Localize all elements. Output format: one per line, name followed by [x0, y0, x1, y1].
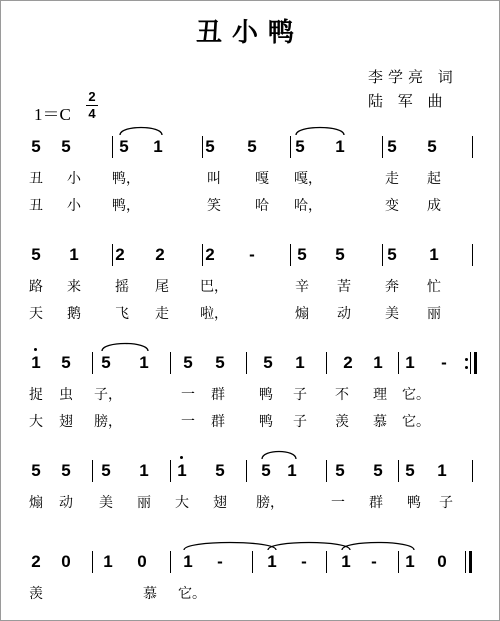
note: -: [371, 552, 377, 571]
note: 5: [335, 461, 345, 480]
lyric: 子: [293, 414, 307, 430]
lyric: 走: [155, 306, 169, 322]
lyric: 羡: [29, 586, 43, 602]
note: 5: [31, 137, 41, 156]
lyric: 群: [211, 414, 225, 430]
note: -: [249, 245, 255, 264]
note: 1: [139, 353, 149, 372]
note: 2: [115, 245, 125, 264]
note: 1: [287, 461, 297, 480]
slur-arc: [120, 128, 162, 136]
note: 1: [405, 353, 415, 372]
lyric: 小: [67, 171, 81, 187]
note: 5: [387, 137, 397, 156]
slur-arc: [296, 128, 344, 136]
lyric: 美: [385, 306, 399, 322]
key-signature: 1＝C: [34, 105, 71, 124]
lyric: 一: [181, 414, 195, 430]
lyric: 尾: [155, 279, 169, 295]
lyric: 走: [385, 171, 399, 187]
note: 5: [183, 353, 193, 372]
lyric: 小: [67, 198, 81, 214]
note: 2: [155, 245, 165, 264]
lyric: 嘎: [255, 171, 269, 187]
note: 2: [205, 245, 215, 264]
time-signature-top: 2: [88, 89, 96, 104]
note: 1: [437, 461, 447, 480]
lyric: 动: [59, 495, 73, 511]
lyric: 叫: [207, 171, 221, 187]
note: 5: [31, 461, 41, 480]
lyric: 鸭: [407, 495, 421, 511]
lyric: 来: [67, 279, 81, 295]
lyric: 起: [427, 171, 441, 187]
lyric: 群: [211, 387, 225, 403]
lyric: 群: [369, 495, 383, 511]
lyric: 翅: [213, 495, 227, 511]
lyric: 鹅: [67, 306, 81, 322]
note: 5: [261, 461, 271, 480]
note: 1: [341, 552, 351, 571]
note: 1: [103, 552, 113, 571]
note: 5: [295, 137, 305, 156]
lyric: 嘎，: [294, 171, 322, 187]
lyric: 虫: [59, 387, 73, 403]
note: 1: [405, 552, 415, 571]
lyric: 辛: [295, 279, 309, 295]
note: 5: [101, 353, 111, 372]
lyric: 奔: [385, 279, 399, 295]
lyric: 丽: [427, 306, 441, 322]
lyric: 子: [293, 387, 307, 403]
note: 0: [137, 552, 147, 571]
lyric: 鸭，: [112, 198, 140, 214]
composer-credit: 陆 军 曲: [368, 92, 448, 110]
note: 1: [295, 353, 305, 372]
note: 1: [174, 461, 190, 481]
note: 5: [215, 353, 225, 372]
slur-arc: [184, 543, 276, 551]
note: 5: [61, 353, 71, 372]
note: 1: [429, 245, 439, 264]
lyric: 鸭: [259, 414, 273, 430]
lyric: 大: [175, 495, 189, 511]
note: 5: [427, 137, 437, 156]
note: 1: [139, 461, 149, 480]
note: -: [441, 353, 447, 372]
lyric: 不: [335, 387, 349, 403]
lyric: 苦: [337, 279, 351, 295]
note: 5: [373, 461, 383, 480]
note: 5: [387, 245, 397, 264]
lyric: 动: [337, 306, 351, 322]
lyricist-credit: 李学亮 词: [368, 68, 458, 86]
lyric: 煽: [295, 306, 309, 322]
note: 2: [343, 353, 353, 372]
lyric: 鸭，: [112, 171, 140, 187]
lyric: 啦，: [200, 306, 228, 322]
lyric: 忙: [427, 279, 441, 295]
lyric: 理: [373, 387, 387, 403]
lyric: 膀，: [94, 414, 122, 430]
lyric: 慕: [373, 414, 387, 430]
lyric: 笑: [207, 198, 221, 214]
note: -: [217, 552, 223, 571]
lyric: 成: [427, 198, 441, 214]
note: 1: [28, 353, 44, 373]
slur-arc: [268, 543, 350, 551]
lyric: 翅: [59, 414, 73, 430]
note: 5: [247, 137, 257, 156]
lyric: 子，: [94, 387, 122, 403]
lyric: 飞: [115, 306, 129, 322]
lyric: 天: [29, 306, 43, 322]
lyric: 子: [439, 495, 453, 511]
note: 1: [373, 353, 383, 372]
note: 1: [183, 552, 193, 571]
lyric: 摇: [115, 279, 129, 295]
lyric: 鸭: [259, 387, 273, 403]
lyric: 捉: [29, 387, 43, 403]
note: 5: [263, 353, 273, 372]
lyric: 路: [29, 279, 43, 295]
note: 5: [61, 461, 71, 480]
slur-arc: [262, 452, 296, 460]
slur-arc: [342, 543, 414, 551]
lyric: 膀，: [256, 495, 284, 511]
note: 5: [215, 461, 225, 480]
lyric: 丑: [29, 171, 43, 187]
note: 0: [437, 552, 447, 571]
lyric: 慕: [143, 586, 157, 602]
lyric: 大: [29, 414, 43, 430]
note: 5: [205, 137, 215, 156]
note: 5: [101, 461, 111, 480]
note: 5: [61, 137, 71, 156]
lyric: 丽: [137, 495, 151, 511]
note: 5: [31, 245, 41, 264]
lyric: 一: [331, 495, 345, 511]
note: 2: [31, 552, 41, 571]
song-title: 丑小鸭: [195, 18, 304, 48]
note: 1: [267, 552, 277, 571]
lyric: 巴，: [200, 279, 228, 295]
lyric: 丑: [29, 198, 43, 214]
note: 5: [119, 137, 129, 156]
slur-arc: [102, 344, 148, 352]
lyric: 哈，: [294, 198, 322, 214]
note: 1: [69, 245, 79, 264]
note: 5: [297, 245, 307, 264]
lyric: 羡: [335, 414, 349, 430]
lyric: 它。: [178, 586, 206, 602]
time-signature-bottom: 4: [88, 106, 96, 121]
lyric: 哈: [255, 198, 269, 214]
lyric: 变: [385, 198, 399, 214]
note: 0: [61, 552, 71, 571]
lyric: 煽: [29, 495, 43, 511]
note: 5: [405, 461, 415, 480]
note: 5: [335, 245, 345, 264]
lyric: 它。: [402, 414, 430, 430]
lyric: 它。: [402, 387, 430, 403]
note: 1: [153, 137, 163, 156]
lyric: 美: [99, 495, 113, 511]
note: 1: [335, 137, 345, 156]
note: -: [301, 552, 307, 571]
lyric: 一: [181, 387, 195, 403]
